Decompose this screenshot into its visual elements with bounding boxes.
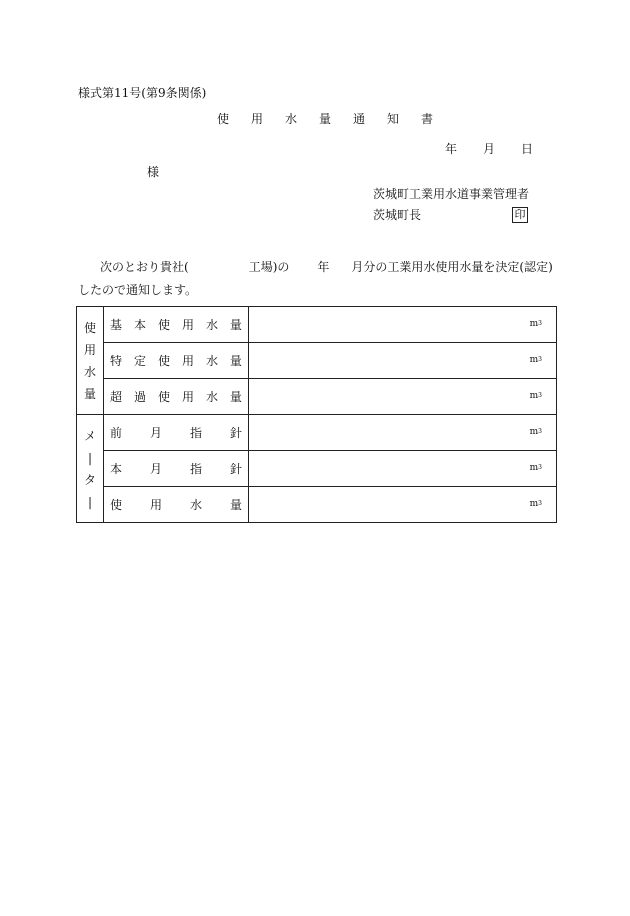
value-cell[interactable] xyxy=(249,343,557,379)
seal-mark: 印 xyxy=(512,207,528,223)
body-part-3: 年 xyxy=(317,260,330,274)
item-label-char: 量 xyxy=(229,498,242,512)
item-label-char: 月 xyxy=(149,462,162,476)
item-label-cell xyxy=(104,487,249,523)
item-label-cell xyxy=(104,343,249,379)
item-label-char: 基 xyxy=(110,318,123,332)
item-label-cell xyxy=(104,379,249,415)
group-label-char: 用 xyxy=(83,342,96,357)
unit-exponent: 3 xyxy=(538,500,542,507)
body-part-4: 月分の工業用水使用水量を決定(認定) xyxy=(351,260,553,274)
table-row xyxy=(77,343,557,379)
item-label-char: 針 xyxy=(229,462,242,476)
unit-exponent: 3 xyxy=(538,392,542,399)
unit-exponent: 3 xyxy=(538,464,542,471)
value-cell[interactable] xyxy=(249,307,557,343)
unit-label xyxy=(530,499,542,509)
unit-label xyxy=(530,463,542,473)
value-cell[interactable] xyxy=(249,487,557,523)
item-label-char: 量 xyxy=(229,354,242,368)
item-label-char: 水 xyxy=(205,318,218,332)
body-text-line-2: したので通知します。 xyxy=(78,283,198,297)
document-title: 使用水量通知書 xyxy=(217,112,456,126)
group-label-cell xyxy=(77,307,104,415)
item-label-char: 量 xyxy=(229,318,242,332)
body-part-1: 次のとおり貴社( xyxy=(100,260,189,274)
item-label-cell xyxy=(104,307,249,343)
item-label-char: 本 xyxy=(133,318,146,332)
date-day-label: 日 xyxy=(521,142,534,156)
item-label-cell xyxy=(104,415,249,451)
item-label-char: 水 xyxy=(205,354,218,368)
item-label-char: 過 xyxy=(133,390,146,404)
value-cell[interactable] xyxy=(249,415,557,451)
item-label-char: 前 xyxy=(110,426,123,440)
item-label-char: 特 xyxy=(110,354,123,368)
sender-title: 茨城町長 xyxy=(373,208,422,222)
item-label-char: 定 xyxy=(133,354,146,368)
item-label-char: 量 xyxy=(229,390,242,404)
item-label-char: 用 xyxy=(149,498,162,512)
unit-label xyxy=(530,391,542,401)
item-label-char: 月 xyxy=(149,426,162,440)
item-label-char: 使 xyxy=(157,354,170,368)
unit-label xyxy=(530,319,542,329)
item-label xyxy=(110,307,242,342)
date-month-label: 月 xyxy=(483,142,496,156)
addressee-suffix: 様 xyxy=(147,165,160,179)
item-label-char: 使 xyxy=(157,318,170,332)
group-label-char: 水 xyxy=(83,364,96,379)
body-text-line-1 xyxy=(100,260,553,274)
unit-base: m xyxy=(529,355,539,365)
date-year-label: 年 xyxy=(445,142,458,156)
item-label xyxy=(110,379,242,414)
table-row xyxy=(77,379,557,415)
item-label-char: 用 xyxy=(181,318,194,332)
item-label-char: 本 xyxy=(110,462,123,476)
item-label-char: 使 xyxy=(110,498,123,512)
group-label-cell xyxy=(77,415,104,523)
group-label-char: タ xyxy=(83,472,96,487)
item-label-char: 指 xyxy=(189,426,202,440)
group-label-char: 量 xyxy=(83,386,96,401)
table-row xyxy=(77,487,557,523)
unit-base: m xyxy=(529,391,539,401)
unit-base: m xyxy=(529,427,539,437)
sender-organization: 茨城町工業用水道事業管理者 xyxy=(373,187,530,201)
item-label-char: 水 xyxy=(189,498,202,512)
item-label-char: 水 xyxy=(205,390,218,404)
item-label-char: 指 xyxy=(189,462,202,476)
table-row xyxy=(77,415,557,451)
unit-exponent: 3 xyxy=(538,428,542,435)
item-label-char: 使 xyxy=(157,390,170,404)
item-label-char: 用 xyxy=(181,354,194,368)
water-usage-table xyxy=(76,306,557,523)
unit-exponent: 3 xyxy=(538,320,542,327)
unit-base: m xyxy=(529,319,539,329)
unit-label xyxy=(530,355,542,365)
body-part-2: 工場)の xyxy=(248,260,290,274)
value-cell[interactable] xyxy=(249,379,557,415)
item-label xyxy=(110,487,242,522)
value-cell[interactable] xyxy=(249,451,557,487)
group-label-char: | xyxy=(87,494,93,509)
table-row xyxy=(77,307,557,343)
unit-base: m xyxy=(529,463,539,473)
form-number: 様式第11号(第9条関係) xyxy=(78,86,207,100)
item-label xyxy=(110,451,242,486)
unit-label xyxy=(530,427,542,437)
table-row xyxy=(77,451,557,487)
group-label-char: メ xyxy=(83,428,96,443)
unit-base: m xyxy=(529,499,539,509)
item-label-char: 超 xyxy=(110,390,123,404)
item-label xyxy=(110,415,242,450)
date-line xyxy=(445,142,533,156)
item-label-char: 針 xyxy=(229,426,242,440)
item-label xyxy=(110,343,242,378)
group-label-char: | xyxy=(87,450,93,465)
group-label-char: 使 xyxy=(83,320,96,335)
unit-exponent: 3 xyxy=(538,356,542,363)
item-label-cell xyxy=(104,451,249,487)
item-label-char: 用 xyxy=(181,390,194,404)
